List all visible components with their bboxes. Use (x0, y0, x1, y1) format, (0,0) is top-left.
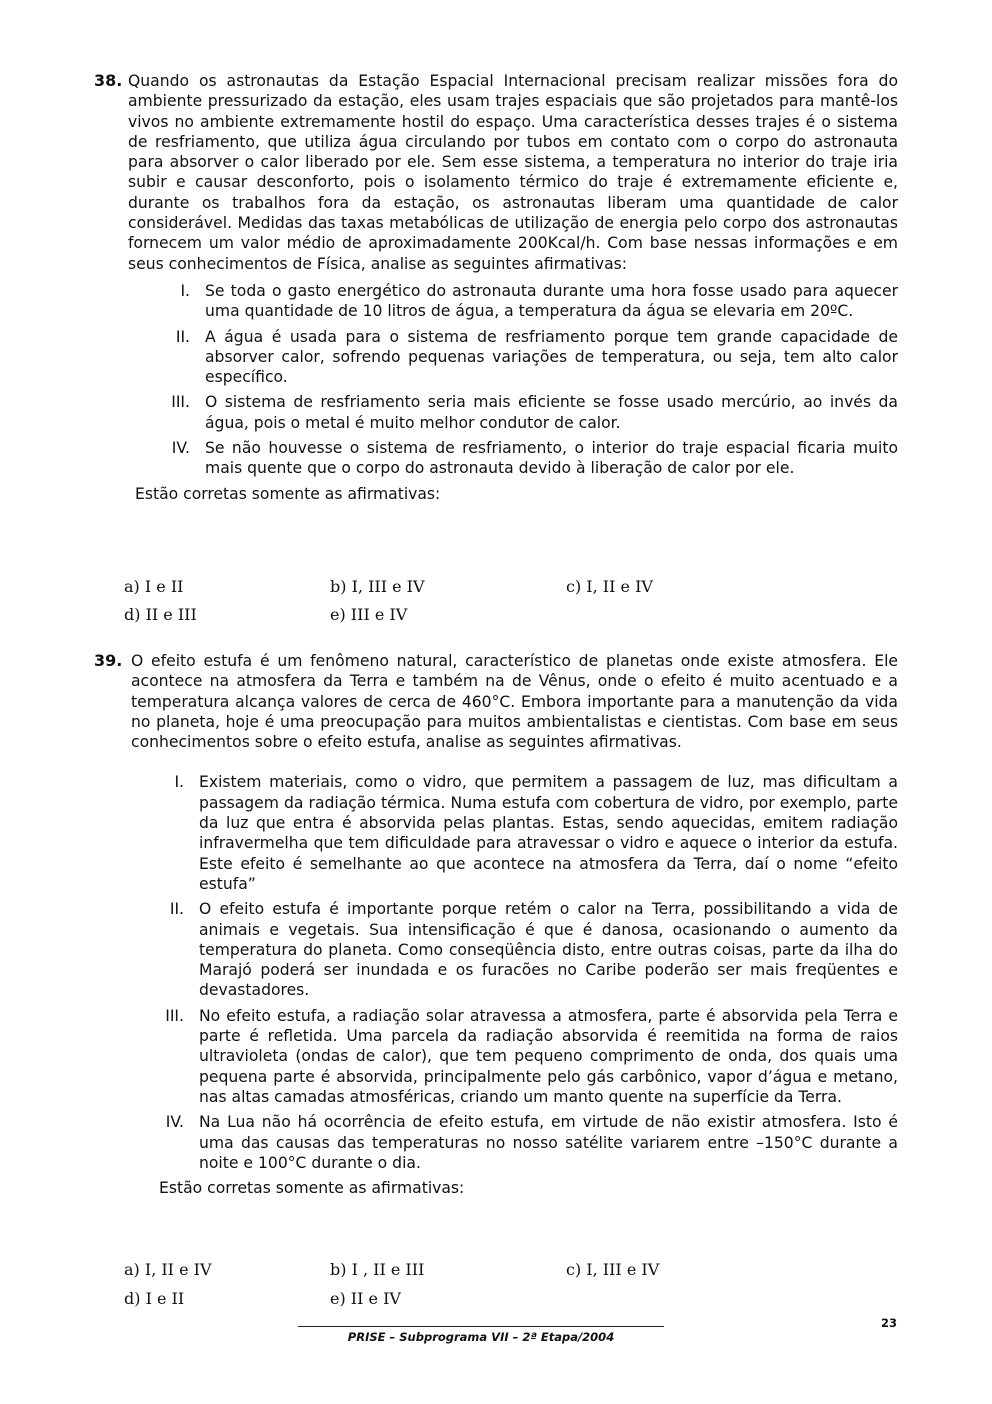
option-b[interactable]: b) I, III e IV (330, 577, 425, 596)
statement-text: O efeito estufa é importante porque retém o calor na Terra, possibilitando a vida de animais e vegetais. Sua intensificação é que é danosa, ocasionando o aumento da temperatura do planeta. Como conseqüência disto, entre outras coisas, parte da ilha do Marajó poderá ser inundada e os furacões no Caribe poderão ser mais freqüentes e devastadores. (199, 900, 898, 1000)
question-39 (94, 651, 898, 1198)
statement-numeral: III. (165, 1006, 184, 1025)
statement-ii (94, 327, 898, 388)
option-d[interactable]: d) I e II (124, 1289, 185, 1308)
option-d[interactable]: d) II e III (124, 605, 197, 624)
statement-numeral: III. (171, 393, 190, 412)
statement-i (94, 772, 898, 894)
question-38 (94, 71, 898, 504)
statement-numeral: IV. (171, 439, 190, 458)
question-number: 39. (94, 651, 123, 670)
statement-iii (94, 392, 898, 433)
footer-divider (298, 1326, 664, 1327)
question-number: 38. (94, 71, 123, 90)
answer-intro: Estão corretas somente as afirmativas: (135, 484, 441, 503)
statement-text: O sistema de resfriamento seria mais eficiente se fosse usado mercúrio, ao invés da água, pois o metal é muito melhor condutor de calor. (205, 393, 898, 432)
statement-text: No efeito estufa, a radiação solar atravessa a atmosfera, parte é absorvida pela Terra e parte é refletida. Uma parcela da radiação absorvida é reemitida na forma de raios ultravioleta (ondas de calor), que tem pequeno comprimento de onda, dos quais uma pequena parte é absorvida, principalmente pelo gás carbônico, vapor d’água e metano, nas altas camadas atmosféricas, criando um manto quente na superfície da Terra. (199, 1006, 898, 1106)
statement-list (94, 281, 898, 479)
statement-text: Existem materiais, como o vidro, que permitem a passagem de luz, mas dificultam a passagem da radiação térmica. Numa estufa com cobertura de vidro, por exemplo, parte da luz que entra é absorvida pelas plantas. Estas, sendo aquecidas, emitem radiação infravermelha que tem dificuldade para atravessar o vidro e aquece o interior da estufa. Este efeito é semelhante ao que acontece na atmosfera da Terra, daí o nome “efeito estufa” (199, 773, 898, 893)
statement-text: Se não houvesse o sistema de resfriamento, o interior do traje espacial ficaria muito mais quente que o corpo do astronauta devido à liberação de calor por ele. (205, 439, 898, 478)
statement-numeral: I. (174, 773, 184, 792)
statement-iv (94, 438, 898, 479)
statement-numeral: II. (175, 327, 190, 346)
statement-iii (94, 1006, 898, 1107)
option-e[interactable]: e) III e IV (330, 605, 408, 624)
statement-ii (94, 899, 898, 1000)
option-a[interactable]: a) I e II (124, 577, 184, 596)
statement-text: Se toda o gasto energético do astronauta durante uma hora fosse usado para aquecer uma quantidade de 10 litros de água, a temperatura da água se elevaria em 20ºC. (205, 281, 898, 321)
option-a[interactable]: a) I, II e IV (124, 1260, 212, 1279)
page-number: 23 (880, 1316, 897, 1330)
statement-numeral: II. (169, 900, 184, 919)
statement-i (94, 281, 898, 322)
statement-numeral: I. (180, 281, 190, 300)
question-text: O efeito estufa é um fenômeno natural, característico de planetas onde existe atmosfera. Ele acontece na atmosfera da Terra e também na de Vênus, onde o efeito é muito acentuado e a temperatura alcança valores de cerca de 460°C. Embora importante para a manutenção da vida no planeta, hoje é uma preocupação para muitos ambientalistas e cientistas. Com base em seus conhecimentos sobre o efeito estufa, analise as seguintes afirmativas. (131, 652, 898, 752)
answer-intro: Estão corretas somente as afirmativas: (159, 1179, 465, 1198)
statement-numeral: IV. (165, 1113, 184, 1132)
statement-list (94, 772, 898, 1173)
footer-title: PRISE – Subprograma VII – 2ª Etapa/2004 (347, 1330, 615, 1344)
option-c[interactable]: c) I, II e IV (566, 577, 653, 596)
statement-text: A água é usada para o sistema de resfriamento porque tem grande capacidade de absorver calor, sofrendo pequenas variações de temperatura, ou seja, tem alto calor específico. (205, 327, 898, 387)
statement-text: Na Lua não há ocorrência de efeito estufa, em virtude de não existir atmosfera. Isto é uma das causas das temperaturas no nosso satélite variarem entre –150°C durante a noite e 100°C durante o dia. (199, 1113, 898, 1172)
question-text: Quando os astronautas da Estação Espacial Internacional precisam realizar missões fora do ambiente pressurizado da estação, eles usam trajes espaciais que são projetados para mantê-los vivos no ambiente extremamente hostil do espaço. Uma característica desses trajes é o sistema de resfriamento, que utiliza água circulando por tubos em contato com o corpo do astronauta para absorver o calor liberado por ele. Sem esse sistema, a temperatura no interior do traje iria subir e causar desconforto, pois o isolamento térmico do traje é extremamente eficiente e, durante os trabalhos fora da estação, os astronautas liberam uma quantidade de calor considerável. Medidas das taxas metabólicas de utilização de energia pelo corpo dos astronautas fornecem um valor médio de aproximadamente 200Kcal/h. Com base nessas informações e em seus conhecimentos de Física, analise as seguintes afirmativas: (128, 72, 898, 273)
option-b[interactable]: b) I , II e III (330, 1260, 425, 1279)
option-c[interactable]: c) I, III e IV (566, 1260, 660, 1279)
statement-iv (94, 1112, 898, 1173)
option-e[interactable]: e) II e IV (330, 1289, 401, 1308)
